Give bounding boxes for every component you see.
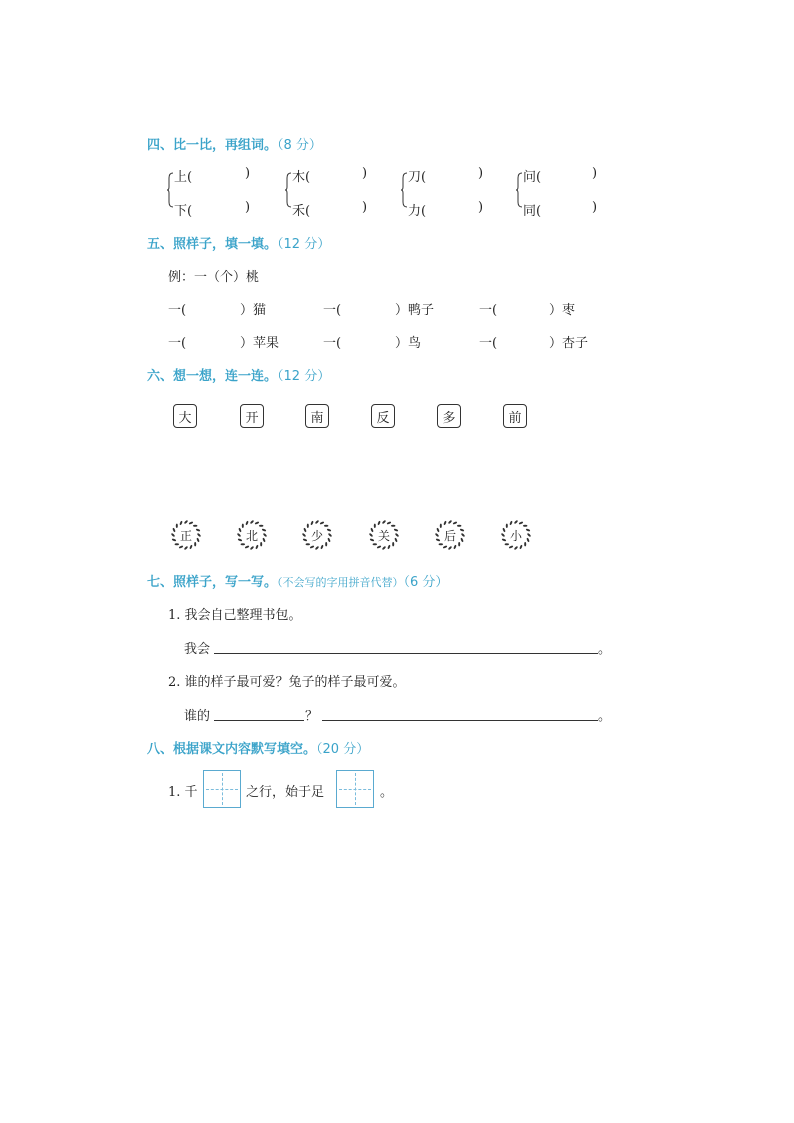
answer-2b-line[interactable] [322, 720, 598, 721]
match-wreath-bottom[interactable]: 正 [170, 519, 202, 551]
group-2-bottom: 禾( [292, 204, 311, 219]
brace-icon [401, 172, 407, 208]
answer-2a-line[interactable] [214, 720, 304, 721]
measure-item: ）鸟 [395, 336, 422, 351]
match-wreath-bottom[interactable]: 少 [301, 519, 333, 551]
measure-item: ）猫 [240, 303, 267, 318]
answer-1-prefix: 我会 [184, 642, 211, 657]
close-paren: ) [362, 166, 368, 181]
answer-2-prefix: 谁的 [184, 709, 211, 724]
close-paren: ) [362, 200, 368, 215]
example-text: 例：一（个）桃 [168, 270, 260, 285]
group-4-bottom: 同( [523, 204, 542, 219]
match-wreath-bottom[interactable]: 小 [500, 519, 532, 551]
measure-item: ）枣 [549, 303, 576, 318]
section-8-heading: 八、根据课文内容默写填空。（20 分） [147, 742, 370, 757]
group-2-top: 木( [292, 170, 311, 185]
period: 。 [598, 642, 612, 657]
match-box-top[interactable]: 多 [437, 404, 461, 428]
blank-open: 一( [479, 303, 498, 318]
recite-middle: 之行，始于足 [246, 785, 325, 800]
measure-item: ）苹果 [240, 336, 280, 351]
blank-open: 一( [168, 336, 187, 351]
close-paren: ) [592, 166, 598, 181]
tianzige-box[interactable] [336, 770, 374, 808]
blank-open: 一( [323, 303, 342, 318]
question-2: 2. 谁的样子最可爱？兔子的样子最可爱。 [168, 675, 406, 690]
section-6-heading: 六、想一想，连一连。（12 分） [147, 369, 331, 384]
group-1-bottom: 下( [174, 204, 193, 219]
section-4-heading: 四、比一比，再组词。（8 分） [147, 138, 322, 153]
group-3-top: 刀( [408, 170, 427, 185]
period: 。 [598, 709, 612, 724]
question-mark: ？ [305, 709, 319, 724]
brace-icon [516, 172, 522, 208]
group-3-bottom: 力( [408, 204, 427, 219]
tianzige-box[interactable] [203, 770, 241, 808]
measure-item: ）杏子 [549, 336, 589, 351]
close-paren: ) [245, 200, 251, 215]
group-4-top: 问( [523, 170, 542, 185]
match-wreath-bottom[interactable]: 后 [434, 519, 466, 551]
match-wreath-bottom[interactable]: 北 [236, 519, 268, 551]
section-7-heading: 七、照样子，写一写。（不会写的字用拼音代替）（6 分） [147, 575, 449, 590]
blank-open: 一( [323, 336, 342, 351]
group-1-top: 上( [174, 170, 193, 185]
blank-open: 一( [168, 303, 187, 318]
brace-icon [167, 172, 173, 208]
measure-item: ）鸭子 [395, 303, 435, 318]
section-5-heading: 五、照样子，填一填。（12 分） [147, 237, 331, 252]
match-box-top[interactable]: 大 [173, 404, 197, 428]
match-box-top[interactable]: 南 [305, 404, 329, 428]
period: 。 [380, 785, 394, 800]
question-1: 1. 我会自己整理书包。 [168, 608, 302, 623]
close-paren: ) [592, 200, 598, 215]
match-box-top[interactable]: 前 [503, 404, 527, 428]
blank-open: 一( [479, 336, 498, 351]
close-paren: ) [245, 166, 251, 181]
match-box-top[interactable]: 开 [240, 404, 264, 428]
close-paren: ) [478, 166, 484, 181]
answer-1-line[interactable] [214, 653, 598, 654]
brace-icon [285, 172, 291, 208]
match-box-top[interactable]: 反 [371, 404, 395, 428]
match-wreath-bottom[interactable]: 关 [368, 519, 400, 551]
recite-prefix: 1. 千 [168, 785, 198, 800]
close-paren: ) [478, 200, 484, 215]
